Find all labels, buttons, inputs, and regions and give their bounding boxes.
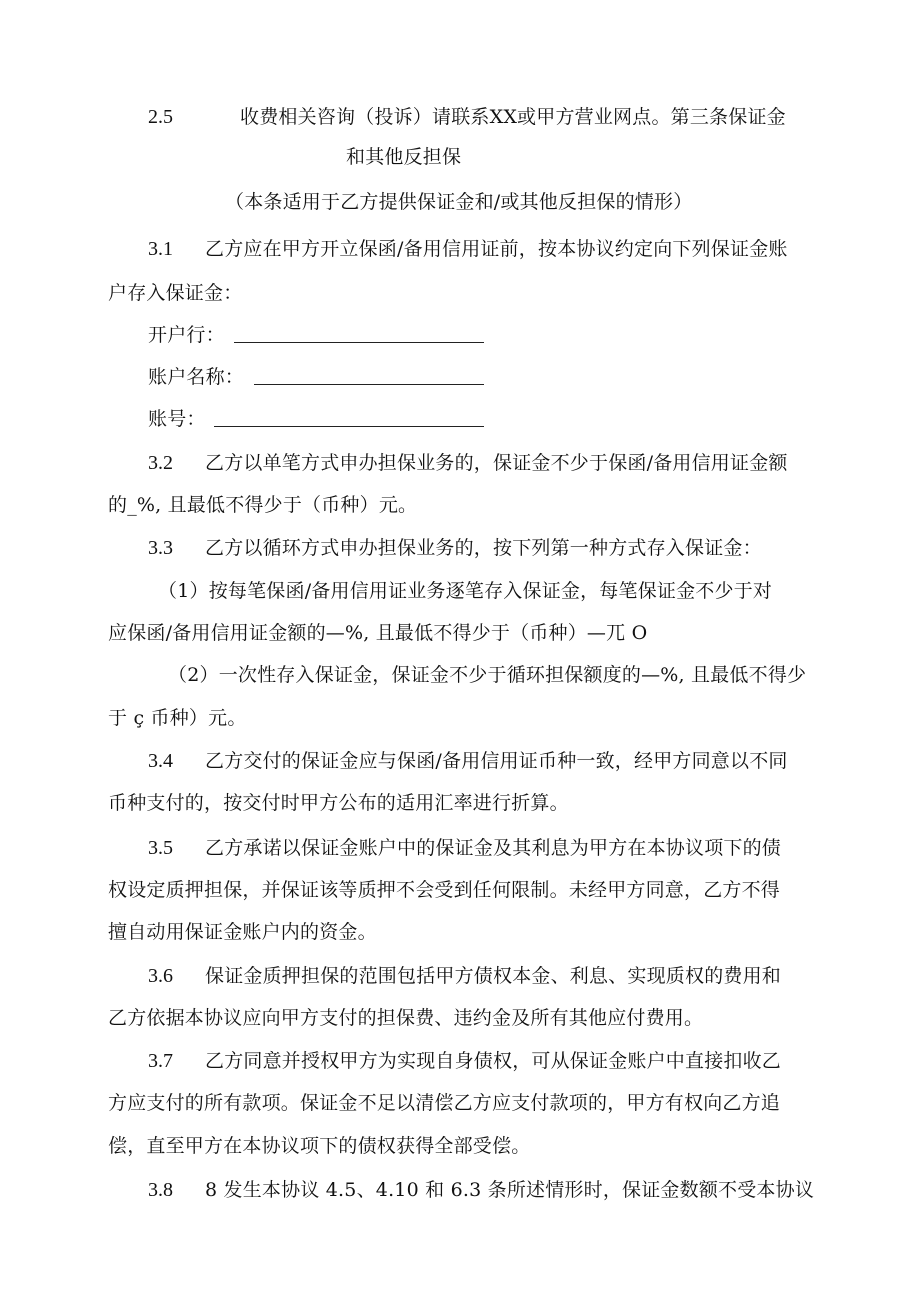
clause-3-7-line-2: 方应支付的所有款项。保证金不足以清偿乙方应支付款项的，甲方有权向乙方追 — [108, 1092, 781, 1114]
clause-number-3-2: 3.2 — [148, 452, 173, 474]
scope-note: （本条适用于乙方提供保证金和/或其他反担保的情形） — [225, 191, 693, 213]
clause-number-3-3: 3.3 — [148, 537, 173, 559]
account-number-blank — [214, 426, 484, 427]
clause-3-3-option-1-line-2: 应保函/备用信用证金额的—%, 且最低不得少于（币种）—兀 O — [108, 622, 648, 644]
account-number-label: 账号： — [148, 408, 206, 430]
clause-3-4-line-2: 币种支付的，按交付时甲方公布的适用汇率进行折算。 — [108, 792, 569, 814]
clause-3-5-line-2: 权设定质押担保，并保证该等质押不会受到任何限制。未经甲方同意，乙方不得 — [108, 879, 781, 901]
clause-3-7-line-3: 偿，直至甲方在本协议项下的债权获得全部受偿。 — [108, 1135, 531, 1157]
clause-3-1-line-2: 户存入保证金： — [108, 282, 243, 304]
clause-number-2-5: 2.5 — [148, 106, 173, 128]
clause-3-3-option-2-line-2: 于 ç 币种）元。 — [108, 707, 247, 729]
clause-2-5-line-1: 收费相关咨询（投诉）请联系XX或甲方营业网点。第三条保证金 — [240, 106, 786, 128]
clause-3-1-line-1: 乙方应在甲方开立保函/备用信用证前，按本协议约定向下列保证金账 — [205, 238, 788, 260]
clause-3-3-option-1-line-1: （1）按每笔保函/备用信用证业务逐笔存入保证金，每笔保证金不少于对 — [158, 580, 773, 602]
clause-3-6-line-1: 保证金质押担保的范围包括甲方债权本金、利息、实现质权的费用和 — [205, 965, 782, 987]
clause-3-6-line-2: 乙方依据本协议应向甲方支付的担保费、违约金及所有其他应付费用。 — [108, 1007, 704, 1029]
clause-3-3-option-2-line-1: （2）一次性存入保证金，保证金不少于循环担保额度的—%, 且最低不得少 — [168, 664, 807, 686]
bank-label: 开户行： — [148, 324, 225, 346]
clause-number-3-1: 3.1 — [148, 238, 173, 260]
clause-3-5-line-3: 擅自动用保证金账户内的资金。 — [108, 921, 377, 943]
clause-number-3-6: 3.6 — [148, 965, 173, 987]
clause-2-5-line-2: 和其他反担保 — [346, 146, 462, 168]
account-name-label: 账户名称： — [148, 366, 245, 388]
clause-number-3-4: 3.4 — [148, 750, 173, 772]
clause-3-4-line-1: 乙方交付的保证金应与保函/备用信用证币种一致，经甲方同意以不同 — [205, 750, 788, 772]
clause-3-3-line-1: 乙方以循环方式申办担保业务的，按下列第一种方式存入保证金： — [205, 537, 762, 559]
clause-number-3-5: 3.5 — [148, 837, 173, 859]
clause-number-3-7: 3.7 — [148, 1050, 173, 1072]
clause-3-5-line-1: 乙方承诺以保证金账户中的保证金及其利息为甲方在本协议项下的债 — [205, 837, 782, 859]
account-name-blank — [254, 384, 484, 385]
clause-3-8-line-1: 8 发生本协议 4.5、4.10 和 6.3 条所述情形时，保证金数额不受本协议 — [205, 1179, 815, 1201]
clause-3-7-line-1: 乙方同意并授权甲方为实现自身债权，可从保证金账户中直接扣收乙 — [205, 1050, 782, 1072]
bank-blank — [234, 342, 484, 343]
clause-3-2-line-1: 乙方以单笔方式申办担保业务的，保证金不少于保函/备用信用证金额 — [205, 452, 788, 474]
clause-3-2-line-2: 的_%, 且最低不得少于（币种）元。 — [108, 494, 418, 516]
clause-number-3-8: 3.8 — [148, 1179, 173, 1201]
